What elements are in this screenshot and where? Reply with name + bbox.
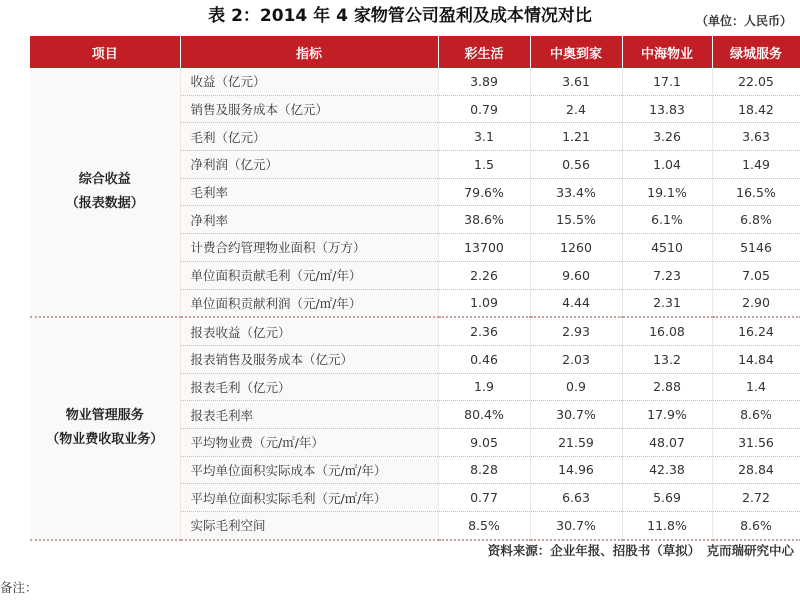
value-cell: 14.96 [530,456,622,484]
value-cell: 2.90 [712,289,800,317]
value-cell: 2.03 [530,345,622,373]
value-cell: 8.6% [712,401,800,429]
value-cell: 2.72 [712,484,800,512]
indicator-cell: 报表毛利（亿元） [180,373,438,401]
value-cell: 2.93 [530,317,622,345]
value-cell: 6.1% [622,206,712,234]
value-cell: 30.7% [530,512,622,540]
header-zhongaodaojia: 中奥到家 [530,36,622,68]
group-label: 物业管理服务 [65,408,144,424]
value-cell: 14.84 [712,345,800,373]
value-cell: 3.1 [438,123,530,151]
header-zhonghaiwuye: 中海物业 [622,36,712,68]
value-cell: 30.7% [530,401,622,429]
value-cell: 2.26 [438,261,530,289]
indicator-cell: 净利润（亿元） [180,151,438,179]
value-cell: 1.4 [712,373,800,401]
indicator-cell: 报表收益（亿元） [180,317,438,345]
value-cell: 0.79 [438,95,530,123]
value-cell: 79.6% [438,178,530,206]
value-cell: 3.61 [530,68,622,95]
value-cell: 0.77 [438,484,530,512]
value-cell: 2.4 [530,95,622,123]
table-title: 表 2：2014 年 4 家物管公司盈利及成本情况对比 [208,6,592,26]
value-cell: 2.31 [622,289,712,317]
value-cell: 48.07 [622,428,712,456]
value-cell: 5.69 [622,484,712,512]
value-cell: 8.28 [438,456,530,484]
value-cell: 1.21 [530,123,622,151]
value-cell: 6.63 [530,484,622,512]
indicator-cell: 毛利（亿元） [180,123,438,151]
header-caishenghuo: 彩生活 [438,36,530,68]
value-cell: 0.56 [530,151,622,179]
value-cell: 16.08 [622,317,712,345]
indicator-cell: 毛利率 [180,178,438,206]
value-cell: 8.5% [438,512,530,540]
value-cell: 13.83 [622,95,712,123]
indicator-cell: 单位面积贡献毛利（元/㎡/年） [180,261,438,289]
indicator-cell: 报表毛利率 [180,401,438,429]
comparison-table [30,36,800,541]
value-cell: 9.60 [530,261,622,289]
value-cell: 21.59 [530,428,622,456]
group-label-cell [30,317,180,540]
table-row [30,317,800,345]
indicator-cell: 收益（亿元） [180,68,438,95]
indicator-cell: 报表销售及服务成本（亿元） [180,345,438,373]
header-item: 项目 [30,36,180,68]
source-note: 资料来源：企业年报、招股书（草拟） 克而瑞研究中心 [487,543,794,558]
value-cell: 7.05 [712,261,800,289]
value-cell: 4510 [622,234,712,262]
value-cell: 2.36 [438,317,530,345]
value-cell: 15.5% [530,206,622,234]
value-cell: 18.42 [712,95,800,123]
value-cell: 8.6% [712,512,800,540]
value-cell: 7.23 [622,261,712,289]
value-cell: 33.4% [530,178,622,206]
indicator-cell: 净利率 [180,206,438,234]
value-cell: 31.56 [712,428,800,456]
value-cell: 28.84 [712,456,800,484]
header-lvchengfuwu: 绿城服务 [712,36,800,68]
header-indicator: 指标 [180,36,438,68]
value-cell: 5146 [712,234,800,262]
indicator-cell: 单位面积贡献利润（元/㎡/年） [180,289,438,317]
value-cell: 80.4% [438,401,530,429]
value-cell: 42.38 [622,456,712,484]
value-cell: 1.5 [438,151,530,179]
value-cell: 38.6% [438,206,530,234]
value-cell: 16.5% [712,178,800,206]
table-body [30,68,800,540]
indicator-cell: 销售及服务成本（亿元） [180,95,438,123]
value-cell: 9.05 [438,428,530,456]
value-cell: 2.88 [622,373,712,401]
value-cell: 3.26 [622,123,712,151]
indicator-cell: 平均单位面积实际成本（元/㎡/年） [180,456,438,484]
value-cell: 1.09 [438,289,530,317]
value-cell: 6.8% [712,206,800,234]
group-sublabel: （物业费收取业务） [46,432,164,448]
value-cell: 17.9% [622,401,712,429]
indicator-cell: 平均单位面积实际毛利（元/㎡/年） [180,484,438,512]
table-row [30,68,800,95]
value-cell: 3.63 [712,123,800,151]
indicator-cell: 计费合约管理物业面积（万方） [180,234,438,262]
value-cell: 1.9 [438,373,530,401]
value-cell: 1260 [530,234,622,262]
value-cell: 17.1 [622,68,712,95]
value-cell: 19.1% [622,178,712,206]
value-cell: 1.49 [712,151,800,179]
remark-label: 备注： [0,580,38,595]
indicator-cell: 平均物业费（元/㎡/年） [180,428,438,456]
value-cell: 16.24 [712,317,800,345]
group-label: 综合收益 [78,172,131,188]
value-cell: 1.04 [622,151,712,179]
table-header-row [30,36,800,68]
value-cell: 11.8% [622,512,712,540]
value-cell: 13700 [438,234,530,262]
comparison-table-container [30,36,800,541]
value-cell: 0.9 [530,373,622,401]
value-cell: 0.46 [438,345,530,373]
group-sublabel: （报表数据） [65,196,144,212]
group-label-cell [30,68,180,317]
indicator-cell: 实际毛利空间 [180,512,438,540]
value-cell: 4.44 [530,289,622,317]
value-cell: 13.2 [622,345,712,373]
value-cell: 3.89 [438,68,530,95]
unit-label: （单位：人民币） [695,14,792,28]
value-cell: 22.05 [712,68,800,95]
